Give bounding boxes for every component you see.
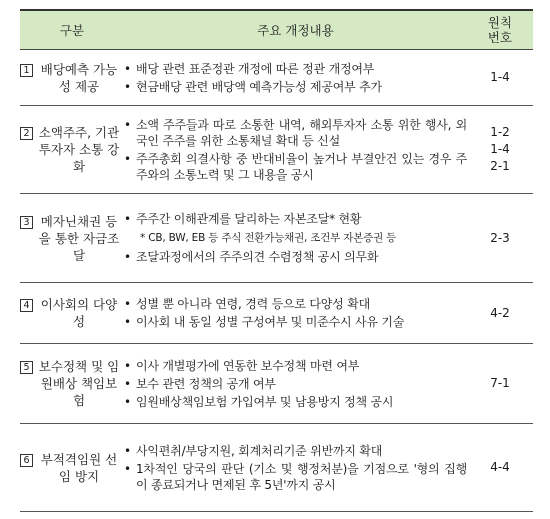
row-content-cell — [124, 283, 467, 344]
row-content-cell — [124, 424, 467, 512]
bullet-item: • 1차적인 당국의 판단 (기소 및 행정처분)을 기점으로 '형의 집행이 종료되거나 면제된 후 5년'까지 공시 — [124, 461, 467, 492]
table-row — [20, 344, 533, 424]
bullet-text: 이사 개별평가에 연동한 보수정책 마련 여부 — [136, 358, 360, 373]
row-number-box: 1 — [20, 64, 33, 77]
header-principle-line2: 번호 — [487, 30, 513, 45]
bullet-item: • 이사 개별평가에 연동한 보수정책 마련 여부 — [124, 358, 467, 374]
row-number-box: 3 — [20, 216, 33, 229]
bullet-item: • 보수 관련 정책의 공개 여부 — [124, 376, 467, 392]
header-principle-line1: 원칙 — [487, 15, 513, 30]
bullet-text: 1차적인 당국의 판단 (기소 및 행정처분)을 기점으로 '형의 집행이 종료되거나 면제된 후 5년'까지 공시 — [136, 461, 467, 492]
row-number-box: 6 — [20, 454, 33, 467]
bullet-text: 사익편취/부당지원, 회계처리기준 위반까지 확대 — [136, 443, 383, 458]
bullet-text: 주주간 이해관계를 달리하는 자본조달* 현황 — [136, 212, 362, 226]
row-category-cell — [20, 283, 124, 344]
row-number-box: 5 — [20, 361, 33, 374]
bullet-text: 이사회 내 동일 성별 구성여부 및 미준수시 사유 기술 — [136, 315, 405, 329]
row-content-cell — [124, 50, 467, 106]
row-principle-text: 1-2 1-4 2-1 — [490, 125, 510, 173]
row-content-cell — [124, 344, 467, 424]
bullet-item: • 현금배당 관련 배당액 예측가능성 제공여부 추가 — [124, 79, 467, 95]
bullet-item: • 주주간 이해관계를 달리하는 자본조달* 현황 — [124, 211, 467, 227]
table-row — [20, 424, 533, 512]
row-category-cell — [20, 50, 124, 106]
row-principle — [467, 106, 533, 194]
header-content: 주요 개정내용 — [124, 11, 467, 50]
row-content-cell — [124, 194, 467, 283]
bullet-text: 성별 뿐 아니라 연령, 경력 등으로 다양성 확대 — [136, 297, 370, 311]
bullet-text: 임원배상책임보험 가입여부 및 남용방지 정책 공시 — [136, 394, 394, 409]
bullet-text: 현금배당 관련 배당액 예측가능성 제공여부 추가 — [136, 79, 382, 94]
row-number-box: 2 — [20, 127, 33, 140]
bullet-item: • 이사회 내 동일 성별 구성여부 및 미준수시 사유 기술 — [124, 314, 467, 330]
bullet-text: 배당 관련 표준정관 개정에 따른 정관 개정여부 — [136, 61, 375, 76]
bullet-item: • 주주총회 의결사항 중 반대비율이 높거나 부결안건 있는 경우 주주와의 소통노력 및 그 내용을 공시 — [124, 151, 467, 182]
revision-table — [20, 9, 533, 512]
row-category-cell — [20, 194, 124, 283]
row-category: 소액주주, 기관투자자 소통 강화 — [38, 125, 120, 174]
bullet-item: • 조달과정에서의 주주의견 수렴정책 공시 의무화 — [124, 249, 467, 265]
row-category: 배당예측 가능성 제공 — [40, 61, 118, 94]
row-category-cell — [20, 344, 124, 424]
row-content-cell — [124, 106, 467, 194]
table-row — [20, 283, 533, 344]
row-category: 메자닌채권 등을 통한 자금조달 — [38, 213, 120, 263]
table-row — [20, 194, 533, 283]
bullet-text: 주주총회 의결사항 중 반대비율이 높거나 부결안건 있는 경우 주주와의 소통노력 및 그 내용을 공시 — [136, 151, 467, 182]
row-principle: 4-4 — [467, 424, 533, 512]
row-category: 이사회의 다양성 — [40, 297, 118, 329]
footnote: * CB, BW, EB 등 주식 전환가능채권, 조건부 자본증권 등 — [140, 232, 397, 244]
bullet-text: 조달과정에서의 주주의견 수렴정책 공시 의무화 — [136, 250, 379, 264]
bullet-text: 보수 관련 정책의 공개 여부 — [136, 376, 276, 391]
header-category: 구분 — [20, 11, 124, 50]
row-category-cell — [20, 424, 124, 512]
bullet-item: • 임원배상책임보험 가입여부 및 남용방지 정책 공시 — [124, 394, 467, 410]
row-principle: 2-3 — [467, 194, 533, 283]
table-header-row — [20, 11, 533, 50]
row-category-cell — [20, 106, 124, 194]
bullet-item: • 배당 관련 표준정관 개정에 따른 정관 개정여부 — [124, 61, 467, 77]
table-row — [20, 106, 533, 194]
bullet-item: • 사익편취/부당지원, 회계처리기준 위반까지 확대 — [124, 443, 467, 459]
bullet-text: 소액 주주들과 따로 소통한 내역, 해외투자자 소통 위한 행사, 외국인 주주를 위한 소통채널 확대 등 신설 — [136, 117, 467, 148]
row-principle: 1-4 — [467, 50, 533, 106]
header-principle — [467, 11, 533, 50]
bullet-item: • 소액 주주들과 따로 소통한 내역, 해외투자자 소통 위한 행사, 외국인 주주를 위한 소통채널 확대 등 신설 — [124, 117, 467, 148]
row-principle: 4-2 — [467, 283, 533, 344]
bullet-item: • 성별 뿐 아니라 연령, 경력 등으로 다양성 확대 — [124, 296, 467, 312]
table-row — [20, 50, 533, 106]
row-principle: 7-1 — [467, 344, 533, 424]
row-category: 부적격임원 선임 방지 — [40, 451, 118, 484]
row-category: 보수정책 및 임원배상 책임보험 — [38, 359, 120, 408]
row-number-box: 4 — [20, 299, 33, 312]
